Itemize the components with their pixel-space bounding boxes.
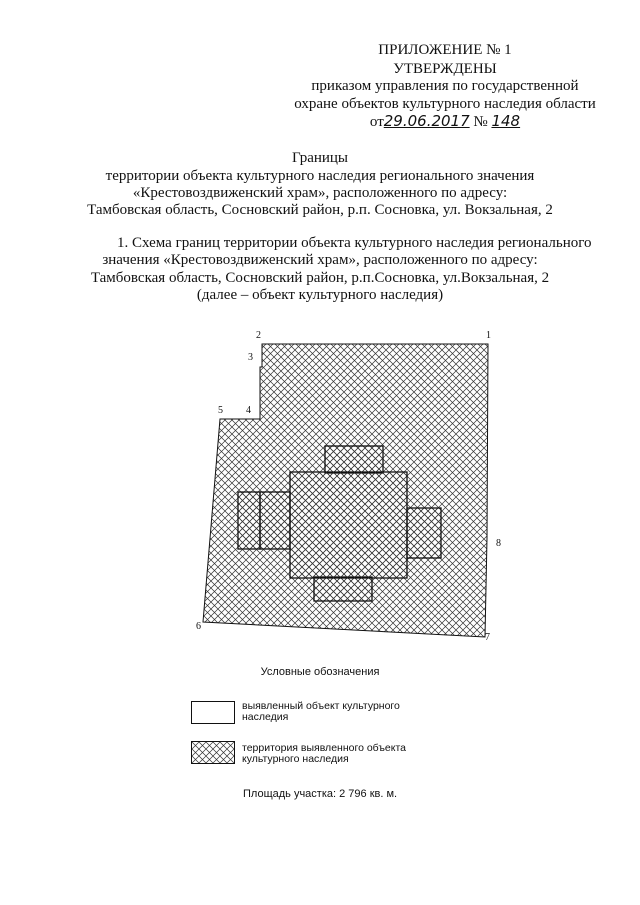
scheme-line-3: Тамбовская область, Сосновский район, р.п.Сосновка, ул.Вокзальная, 2 [90, 270, 550, 286]
point-label-3: 3 [248, 352, 253, 363]
scheme-line-2: значения «Крестовоздвиженский храм», расположенного по адресу: [102, 252, 538, 268]
order-line-2: охране объектов культурного наследия области [294, 96, 596, 112]
number-prefix: № [473, 114, 488, 130]
appendix-title: ПРИЛОЖЕНИЕ № 1 [378, 42, 512, 58]
order-line-1: приказом управления по государственной [311, 78, 579, 94]
legend-object-symbol [191, 701, 235, 724]
point-label-5: 5 [218, 405, 223, 416]
scheme-line-4: (далее – объект культурного наследия) [196, 287, 444, 303]
point-label-1: 1 [486, 330, 491, 341]
point-label-2: 2 [256, 330, 261, 341]
boundaries-line-2: «Крестовоздвиженский храм», расположенного по адресу: [132, 185, 508, 201]
handwritten-date: 29.06.2017 [383, 112, 470, 130]
legend-object-label: выявленный объект культурного наследия [242, 700, 400, 723]
point-label-8: 8 [496, 538, 501, 549]
site-plan [190, 322, 520, 647]
boundaries-title: Границы [291, 150, 349, 166]
boundaries-line-1: территории объекта культурного наследия регионального значения [105, 168, 535, 184]
order-date-line [280, 112, 610, 132]
legend-title: Условные обозначения [260, 666, 380, 678]
legend-territory-label: территория выявленного объекта культурного наследия [242, 742, 406, 765]
approved-label: УТВЕРЖДЕНЫ [393, 61, 497, 77]
boundaries-line-3: Тамбовская область, Сосновский район, р.п. Сосновка, ул. Вокзальная, 2 [87, 202, 553, 218]
legend-territory-symbol [191, 741, 235, 764]
plot-area: Площадь участка: 2 796 кв. м. [243, 788, 398, 800]
scheme-line-1: 1. Схема границ территории объекта культурного наследия регионального [117, 235, 592, 251]
point-label-4: 4 [246, 405, 251, 416]
point-label-6: 6 [196, 621, 201, 632]
date-prefix: от [369, 114, 384, 130]
handwritten-number: 148 [491, 112, 521, 130]
point-label-7: 7 [485, 632, 490, 643]
